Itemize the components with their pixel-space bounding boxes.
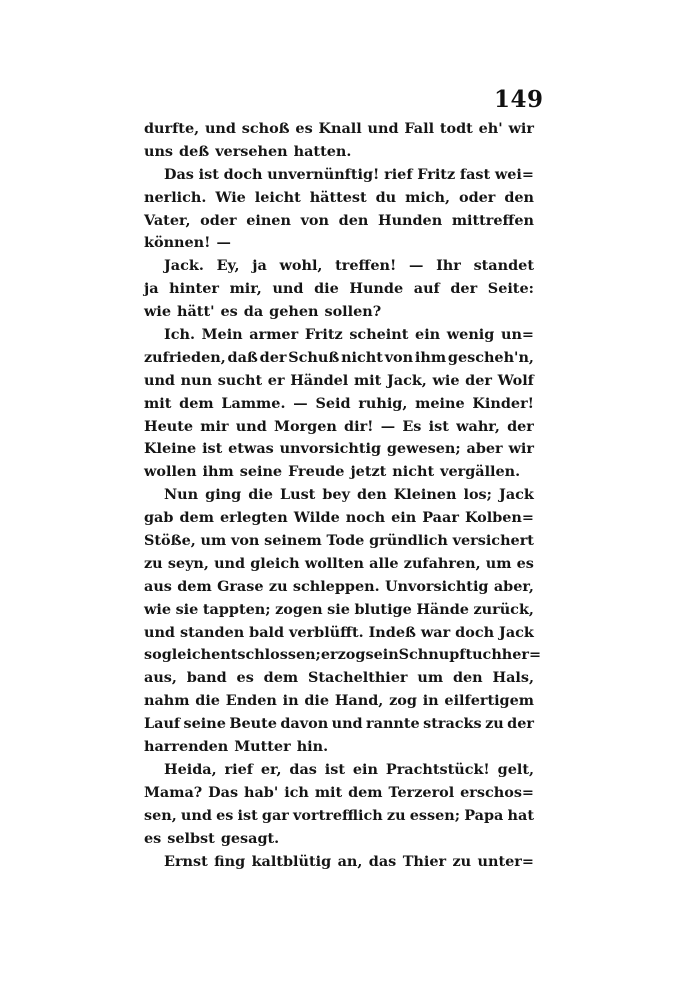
text-line: Nun ging die Lust bey den Kleinen los; Jack — [164, 486, 534, 504]
text-line: gab dem erlegten Wilde noch ein Paar Kolben= — [144, 509, 534, 527]
text-line: Jack. Ey, ja wohl, treffen! — Ihr standet — [164, 257, 534, 275]
text-line: zu seyn, und gleich wollten alle zufahren, um es — [144, 554, 534, 572]
text-line: Kleine ist etwas unvorsichtig gewesen; aber wir — [144, 440, 534, 458]
text-line: uns deß versehen hatten. — [144, 142, 352, 160]
text-line: wollen ihm seine Freude jetzt nicht vergällen. — [144, 463, 521, 481]
text-line: mit dem Lamme. — Seid ruhig, meine Kinder! — [144, 394, 534, 412]
text-line: zufrieden, daß der Schuß nicht von ihm gescheh'n, — [144, 348, 534, 366]
text-line: und nun sucht er Händel mit Jack, wie der Wolf — [144, 371, 534, 389]
text-line: und standen bald verblüfft. Indeß war doch Jack — [144, 623, 534, 641]
text-line: aus dem Grase zu schleppen. Unvorsichtig aber, — [144, 577, 534, 595]
text-line: Heida, rief er, das ist ein Prachtstück! gelt, — [164, 760, 534, 778]
text-line: Ich. Mein armer Fritz scheint ein wenig un= — [164, 326, 534, 344]
text-line: nerlich. Wie leicht hättest du mich, oder den — [144, 188, 534, 206]
text-line: Heute mir und Morgen dir! — Es ist wahr, der — [144, 417, 534, 435]
text-line: Das ist doch unvernünftig! rief Fritz fast wei= — [164, 165, 534, 183]
text-line: es selbst gesagt. — [144, 829, 280, 847]
text-line: harrenden Mutter hin. — [144, 738, 329, 756]
body-text — [144, 118, 542, 873]
text-line: sogleich entschlossen; er zog sein Schnupftuch her= — [144, 646, 542, 664]
text-line: aus, band es dem Stachelthier um den Hals, — [144, 669, 534, 687]
text-line: Mama? Das hab' ich mit dem Terzerol erschos= — [144, 783, 534, 801]
text-line: Ernst fing kaltblütig an, das Thier zu unter= — [164, 852, 534, 870]
text-line: wie sie tappten; zogen sie blutige Hände zurück, — [144, 600, 534, 618]
text-line: wie hätt' es da gehen sollen? — [144, 303, 382, 321]
text-line: sen, und es ist gar vortrefflich zu essen; Papa hat — [144, 806, 534, 824]
text-line: können! — — [144, 234, 231, 252]
text-line: durfte, und schoß es Knall und Fall todt eh' wir — [144, 120, 534, 137]
text-line: Lauf seine Beute davon und rannte stracks zu der — [144, 715, 534, 733]
text-line: ja hinter mir, und die Hunde auf der Seite: — [144, 280, 534, 298]
text-line: Vater, oder einen von den Hunden mittreffen — [144, 211, 534, 229]
page-number: 149 — [494, 86, 544, 113]
text-line: Stöße, um von seinem Tode gründlich versichert — [144, 532, 534, 550]
text-line: nahm die Enden in die Hand, zog in eilfertigem — [144, 692, 534, 710]
